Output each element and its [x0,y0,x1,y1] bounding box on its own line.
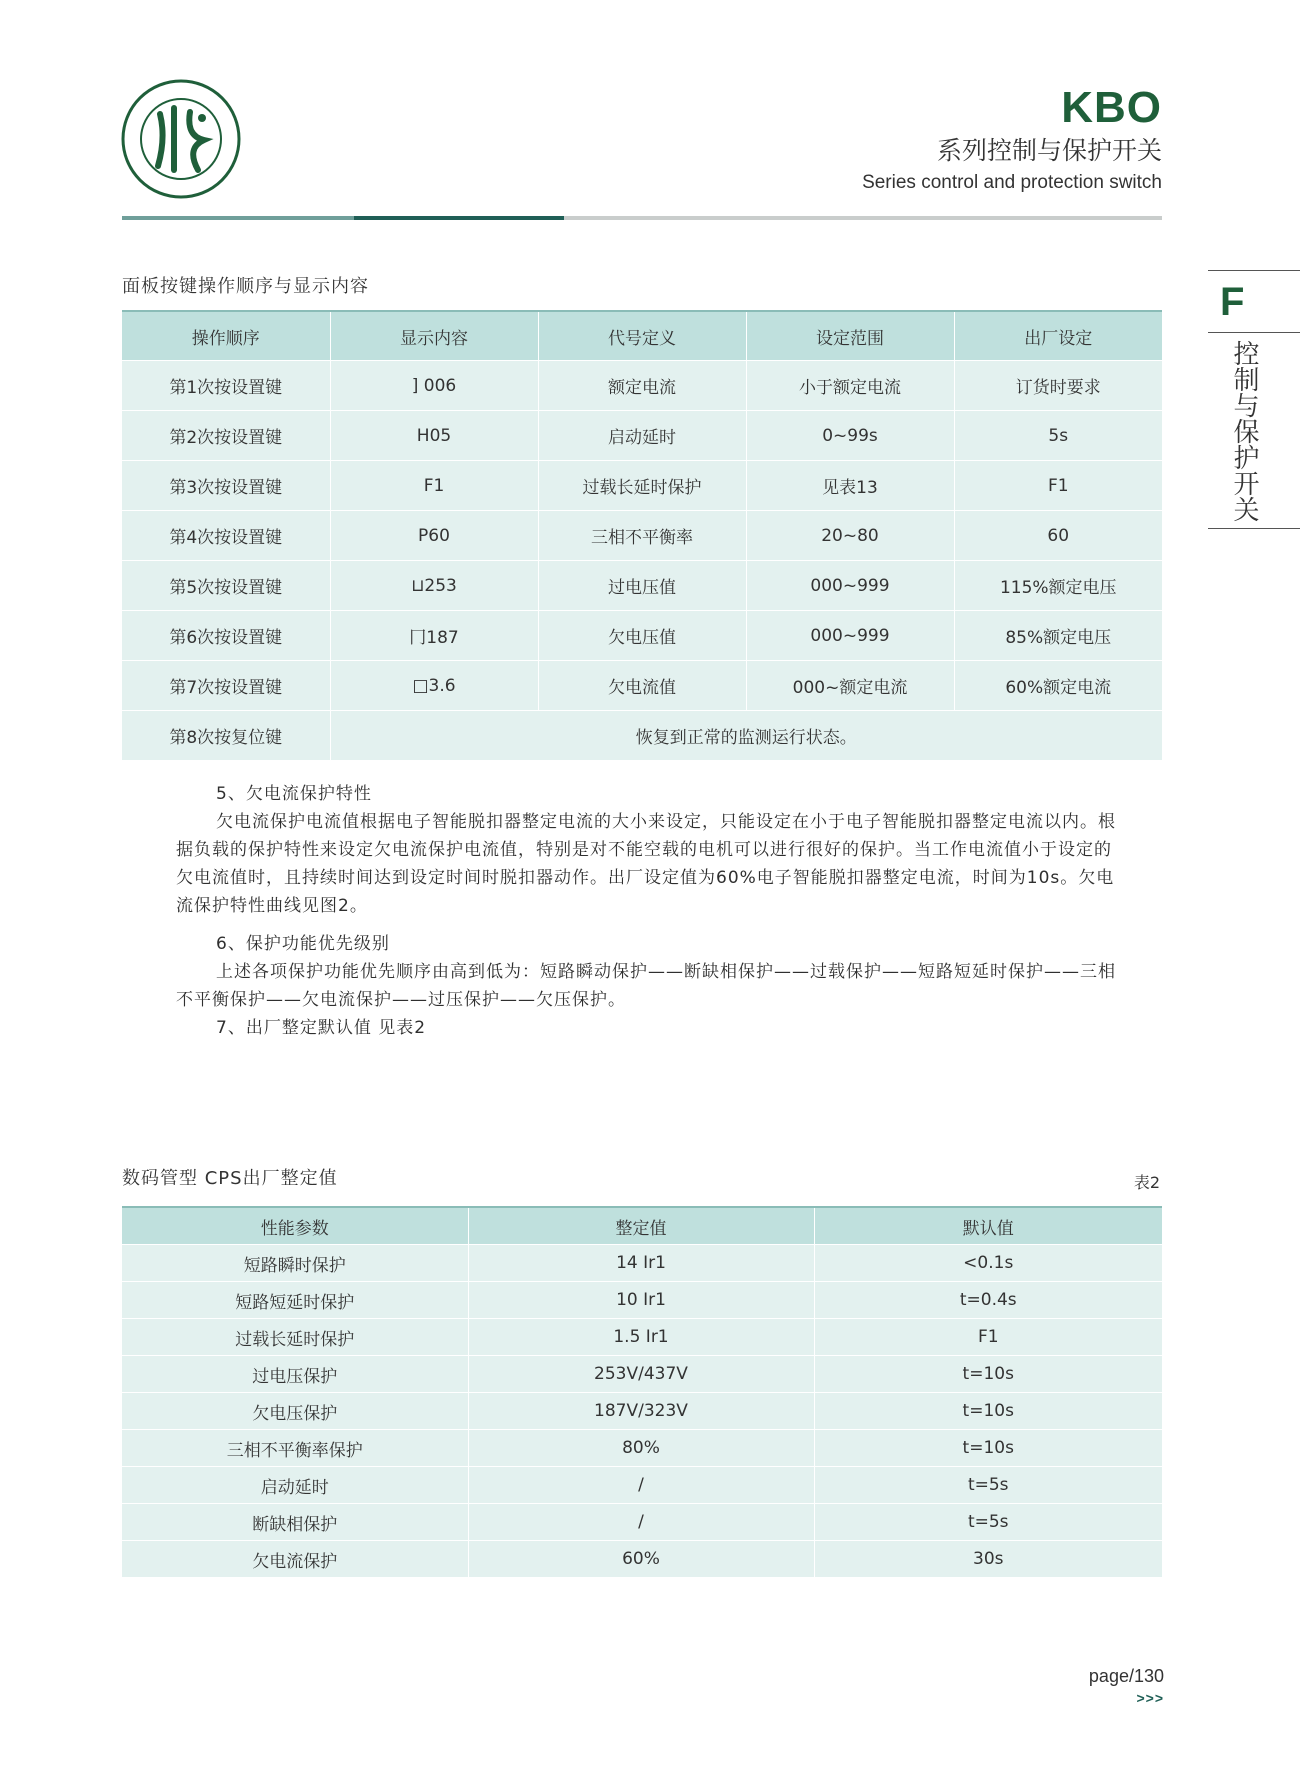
table-cell-merged: 恢复到正常的监测运行状态。 [330,711,1162,761]
side-tab-label: 控制与保护开关 [1229,340,1259,522]
table-row [122,461,1162,511]
table-cell: □3.6 [330,661,538,711]
table-cell: 60% [468,1541,814,1578]
table-row [122,1467,1162,1504]
column-header: 默认值 [814,1207,1162,1245]
table-cell: 小于额定电流 [746,361,954,411]
table-row [122,1393,1162,1430]
table-cell: F1 [330,461,538,511]
column-header: 显示内容 [330,311,538,361]
table2-label: 表2 [1133,1173,1160,1192]
table-cell: 冂187 [330,611,538,661]
table-cell: t=0.4s [814,1282,1162,1319]
column-header: 设定范围 [746,311,954,361]
brand-block [862,83,1162,196]
table-cell: 000~额定电流 [746,661,954,711]
table-cell: 过电压保护 [122,1356,468,1393]
table-cell: 第7次按设置键 [122,661,330,711]
table-cell: 欠电压值 [538,611,746,661]
table-cell: 启动延时 [538,411,746,461]
table-row [122,661,1162,711]
table-cell: t=10s [814,1430,1162,1467]
table-cell: 三相不平衡率保护 [122,1430,468,1467]
table-cell: 第3次按设置键 [122,461,330,511]
table-cell: 订货时要求 [954,361,1162,411]
table-row [122,511,1162,561]
table-header-row [122,311,1162,361]
factory-settings-table [122,1206,1162,1578]
page-number: page/130 [1088,1666,1164,1686]
panel-key-table [122,310,1162,761]
table-cell: 欠电流值 [538,661,746,711]
table-cell: / [468,1467,814,1504]
table-cell: 115%额定电压 [954,561,1162,611]
table-cell: 000~999 [746,611,954,661]
table-row [122,561,1162,611]
table-cell: 第1次按设置键 [122,361,330,411]
table-row [122,1319,1162,1356]
table-row [122,711,1162,761]
table-cell: 三相不平衡率 [538,511,746,561]
table-cell: 14 Ir1 [468,1245,814,1282]
table-cell: 30s [814,1541,1162,1578]
table-cell: 000~999 [746,561,954,611]
column-header: 代号定义 [538,311,746,361]
table-row [122,361,1162,411]
side-tab-line [1208,270,1300,271]
table-cell: 额定电流 [538,361,746,411]
paragraph: 上述各项保护功能优先顺序由高到低为：短路瞬动保护——断缺相保护——过载保护——短路短延时保护——三相不平衡保护——欠电流保护——过压保护——欠压保护。 [176,962,1116,1010]
table-cell: 80% [468,1430,814,1467]
table-cell: 第4次按设置键 [122,511,330,561]
table-cell: 5s [954,411,1162,461]
table-cell: ⊔253 [330,561,538,611]
table-cell: 1.5 Ir1 [468,1319,814,1356]
table-cell: 第8次按复位键 [122,711,330,761]
brand-subtitle-cn: 系列控制与保护开关 [936,136,1162,165]
paragraph: 欠电流保护电流值根据电子智能脱扣器整定电流的大小来设定，只能设定在小于电子智能脱扣器整定电流以内。根据负载的保护特性来设定欠电流保护电流值，特别是对不能空载的电机可以进行很好的保护。当工作电流值小于设定的欠电流值时，且持续时间达到设定时间时脱扣器动作。出厂设定值为60%电子智能脱扣器整定电流，时间为10s。欠电流保护特性曲线见图2。 [176,812,1116,916]
table-cell: 60%额定电流 [954,661,1162,711]
table-cell: 短路瞬时保护 [122,1245,468,1282]
table-cell: 187V/323V [468,1393,814,1430]
table-header-row [122,1207,1162,1245]
table-row [122,1504,1162,1541]
table-row [122,1541,1162,1578]
column-header: 整定值 [468,1207,814,1245]
table-cell: 第5次按设置键 [122,561,330,611]
brand-subtitle-en: Series control and protection switch [862,172,1162,193]
table-cell: <0.1s [814,1245,1162,1282]
table-cell: 过电压值 [538,561,746,611]
header-divider-accent-dark [354,216,564,220]
table-cell: 20~80 [746,511,954,561]
company-logo [120,78,242,200]
table-row [122,1245,1162,1282]
table-row [122,611,1162,661]
table-cell: 过载长延时保护 [122,1319,468,1356]
body-text [176,780,1116,1042]
side-tab-line [1208,332,1300,333]
table-row [122,411,1162,461]
table-cell: 第6次按设置键 [122,611,330,661]
table-cell: 0~99s [746,411,954,461]
table-cell: 253V/437V [468,1356,814,1393]
table-cell: 85%额定电压 [954,611,1162,661]
table-cell: / [468,1504,814,1541]
table-cell: F1 [814,1319,1162,1356]
table-cell: ] 006 [330,361,538,411]
table-cell: t=10s [814,1393,1162,1430]
table-cell: F1 [954,461,1162,511]
table1-title: 面板按键操作顺序与显示内容 [122,276,369,297]
column-header: 性能参数 [122,1207,468,1245]
table-cell: 欠电压保护 [122,1393,468,1430]
table-cell: 见表13 [746,461,954,511]
table-cell: t=10s [814,1356,1162,1393]
table-cell: P60 [330,511,538,561]
section-heading: 5、欠电流保护特性 [216,784,372,804]
section-side-tab [1208,270,1300,530]
table-cell: 断缺相保护 [122,1504,468,1541]
section-heading: 6、保护功能优先级别 [216,934,390,954]
column-header: 出厂设定 [954,311,1162,361]
column-header: 操作顺序 [122,311,330,361]
table-cell: 60 [954,511,1162,561]
header-divider-accent-light [122,216,354,220]
table-row [122,1282,1162,1319]
brand-name: KBO [1061,83,1162,132]
table-cell: t=5s [814,1504,1162,1541]
table2-title: 数码管型 CPS出厂整定值 [122,1168,338,1189]
section-heading: 7、出厂整定默认值 见表2 [216,1018,427,1038]
table-row [122,1356,1162,1393]
table-cell: 短路短延时保护 [122,1282,468,1319]
side-tab-letter: F [1220,280,1245,324]
table-cell: 第2次按设置键 [122,411,330,461]
side-tab-line [1208,528,1300,529]
table-cell: 启动延时 [122,1467,468,1504]
table-cell: t=5s [814,1467,1162,1504]
table-row [122,1430,1162,1467]
table-cell: 10 Ir1 [468,1282,814,1319]
next-page-arrows: >>> [1136,1690,1164,1706]
table-cell: H05 [330,411,538,461]
table-cell: 过载长延时保护 [538,461,746,511]
table-cell: 欠电流保护 [122,1541,468,1578]
